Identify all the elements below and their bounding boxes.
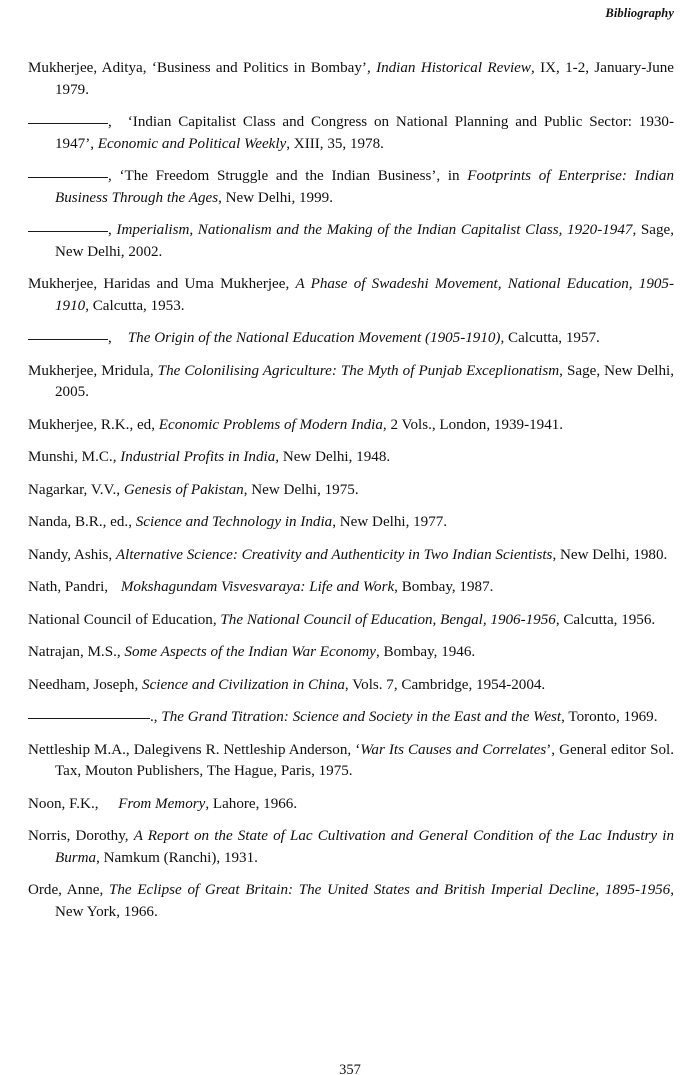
- entry-text: , 2 Vols., London, 1939-1941.: [382, 416, 564, 433]
- entry-title-italic: Imperialism, Nationalism and the Making of the Indian Capitalist Class, 1920-1947: [116, 222, 633, 238]
- entry-title-italic: The Grand Titration: Science and Society in the East and the West: [161, 709, 562, 725]
- bibliography-entry: [28, 512, 674, 534]
- entry-title-italic: The Colonilising Agriculture: The Myth of Punjab Exceplionatism: [157, 362, 560, 379]
- entry-title-italic: The Origin of the National Education Movement (1905-1910): [127, 330, 501, 346]
- entry-text: Nath, Pandri,: [28, 579, 112, 595]
- entry-text: , New Delhi, 1975.: [243, 481, 359, 498]
- entry-title-italic: Footprints of Enterprise: Indian Business Through the Ages: [55, 168, 674, 206]
- bibliography-entry: [28, 361, 674, 404]
- entry-title-italic: Mokshagundam Visvesvaraya: Life and Work: [120, 579, 395, 595]
- bibliography-entry: [28, 220, 674, 263]
- entry-title-italic: Science and Technology in India: [135, 514, 333, 530]
- entry-title-italic: Industrial Profits in India,: [120, 449, 280, 465]
- bibliography-entry: [28, 447, 674, 469]
- entry-title-italic: From Memory: [118, 795, 206, 812]
- entry-text: , Vols. 7, Cambridge, 1954-2004.: [344, 676, 546, 693]
- entry-title-italic: Economic Problems of Modern India: [158, 416, 383, 433]
- bibliography-entry: [28, 480, 674, 502]
- entry-text: ‘Indian Capitalist Class and Congress on National Planning and Public Sector: 1930-1947’,: [55, 114, 674, 152]
- bibliography-entry: [28, 58, 674, 101]
- page-number: 357: [339, 1062, 361, 1075]
- entry-text: , ‘The Freedom Struggle and the Indian Business’, in: [108, 168, 468, 184]
- entry-text: New Delhi, 1948.: [279, 449, 391, 465]
- entry-text: Munshi, M.C.,: [28, 449, 121, 465]
- entry-text: ,: [108, 114, 112, 130]
- entry-text: .,: [150, 709, 162, 725]
- entry-text: , New Delhi, 1977.: [332, 514, 448, 530]
- entry-title-italic: A Report on the State of Lac Cultivation and General Condition of the Lac Industry in Burma: [55, 828, 674, 866]
- bibliography-entry: [28, 415, 674, 437]
- entry-title-italic: The National Council of Education, Bengal, 1906-1956: [220, 611, 556, 628]
- bibliography-entry: [28, 740, 674, 783]
- bibliography-entry: [28, 707, 674, 729]
- bibliography-entry: [28, 166, 674, 209]
- author-repeat-rule: [28, 231, 108, 232]
- entry-title-italic: Indian Historical Review: [376, 60, 531, 76]
- bibliography-entry: [28, 794, 674, 816]
- entry-text: , New York, 1966.: [55, 882, 674, 920]
- entry-text: , XIII, 35, 1978.: [286, 135, 384, 152]
- entry-text: Mukherjee, Aditya, ‘Business and Politics in Bombay’,: [28, 60, 377, 76]
- bibliography-entry: [28, 826, 674, 869]
- entry-text: Mukherjee, Haridas and Uma Mukherjee,: [28, 276, 296, 292]
- entry-text: Mukherjee, Mridula,: [28, 362, 158, 379]
- entry-title-italic: War Its Causes and Correlates: [360, 741, 547, 758]
- entry-text: , New Delhi, 1980.: [552, 546, 668, 563]
- entry-text: , Sage, New Delhi, 2005.: [55, 362, 675, 400]
- entry-text: Nanda, B.R., ed.,: [28, 514, 136, 530]
- entry-title-italic: Science and Civilization in China: [142, 676, 345, 693]
- bibliography-entry: [28, 112, 674, 155]
- entry-title-italic: Some Aspects of the Indian War Economy: [124, 644, 376, 660]
- entry-text: Norris, Dorothy,: [28, 828, 134, 844]
- entry-title-italic: A Phase of Swadeshi Movement, National Education, 1905-1910: [55, 276, 674, 314]
- author-repeat-rule: [28, 339, 108, 340]
- entry-text: Mukherjee, R.K., ed,: [28, 416, 159, 433]
- bibliography-entry: [28, 545, 674, 567]
- entry-text: , New Delhi, 1999.: [218, 189, 333, 206]
- entry-text: Nettleship M.A., Dalegivens R. Nettleship Anderson, ‘: [28, 741, 361, 758]
- entry-text: Nagarkar, V.V.,: [28, 481, 124, 498]
- author-repeat-rule: [28, 718, 150, 719]
- entry-title-italic: Genesis of Pakistan: [123, 481, 244, 498]
- bibliography-entry: [28, 610, 674, 632]
- entry-title-italic: The Eclipse of Great Britain: The United States and British Imperial Decline, 1895-1956: [108, 882, 671, 898]
- entry-text: , Namkum (Ranchi), 1931.: [96, 849, 258, 866]
- entry-text: Natrajan, M.S.,: [28, 644, 125, 660]
- entry-text: , Lahore, 1966.: [205, 795, 298, 812]
- running-head: Bibliography: [605, 6, 674, 20]
- entry-title-italic: Economic and Political Weekly: [97, 135, 287, 152]
- bibliography-entry: [28, 880, 674, 923]
- bibliography-entry: [28, 642, 674, 664]
- entry-text: Nandy, Ashis,: [28, 546, 116, 563]
- entry-text: , Sage, New Delhi, 2002.: [55, 222, 674, 260]
- entry-text: , Toronto, 1969.: [561, 709, 658, 725]
- entry-text: ’, General editor Sol. Tax, Mouton Publishers, The Hague, Paris, 1975.: [55, 741, 674, 779]
- entry-title-italic: Alternative Science: Creativity and Authenticity in Two Indian Scientists: [115, 546, 553, 563]
- entry-text: ,: [108, 222, 117, 238]
- entry-text: Needham, Joseph,: [28, 676, 143, 693]
- entry-text: Orde, Anne,: [28, 882, 109, 898]
- bibliography-entry: [28, 274, 674, 317]
- entry-text: National Council of Education,: [28, 611, 221, 628]
- bibliography-entry: [28, 328, 674, 350]
- entry-text: ,: [108, 330, 112, 346]
- entry-text: , Bombay, 1987.: [394, 579, 494, 595]
- entry-text: , Calcutta, 1956.: [555, 611, 656, 628]
- author-repeat-rule: [28, 123, 108, 124]
- bibliography-entry: [28, 675, 674, 697]
- entry-text: , Calcutta, 1953.: [85, 297, 185, 314]
- bibliography-entry: [28, 577, 674, 599]
- entry-text: Noon, F.K.,: [28, 795, 103, 812]
- entry-text: , Calcutta, 1957.: [500, 330, 600, 346]
- author-repeat-rule: [28, 177, 108, 178]
- entry-text: , IX, 1-2, January-June 1979.: [55, 60, 675, 98]
- entry-text: , Bombay, 1946.: [375, 644, 476, 660]
- bibliography-entry-list: [28, 58, 674, 934]
